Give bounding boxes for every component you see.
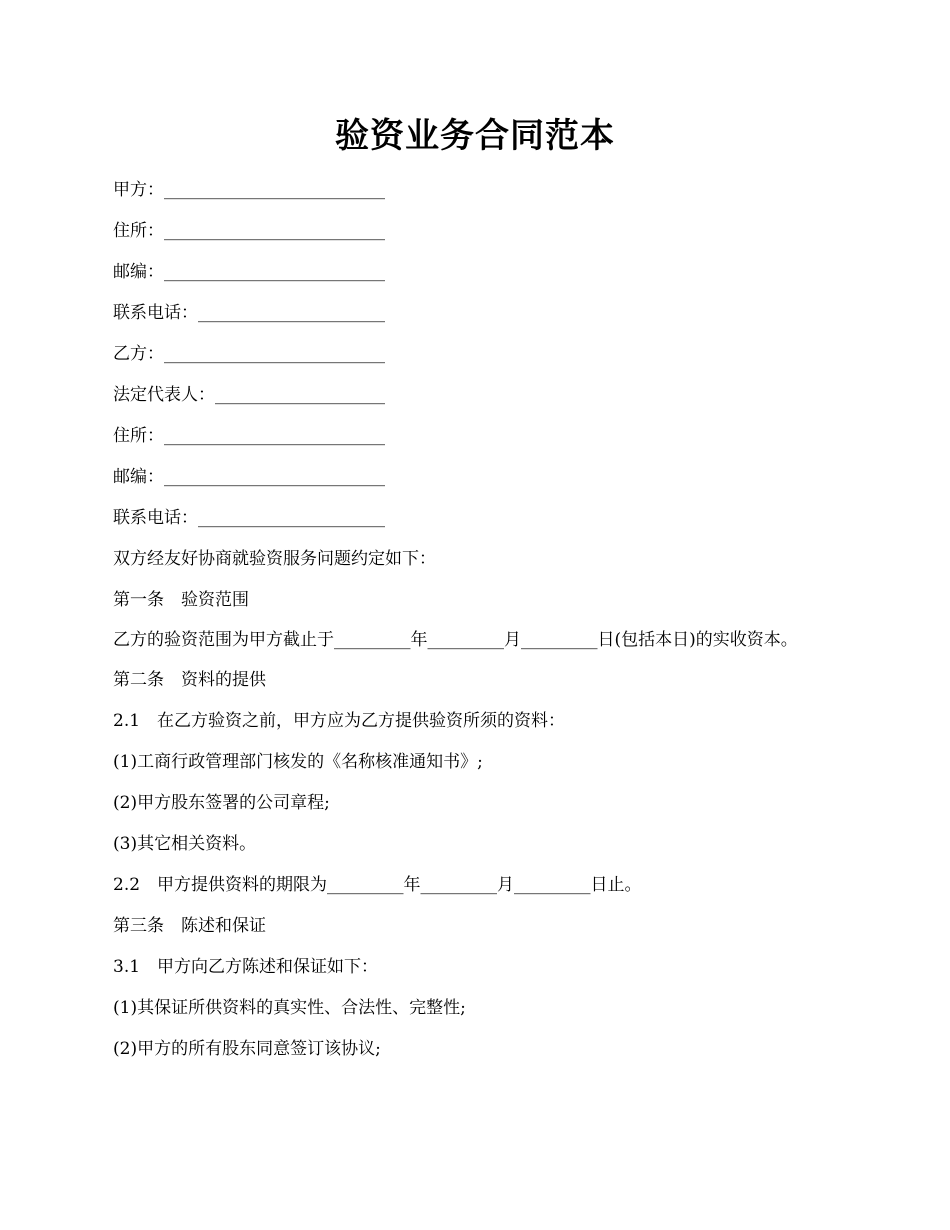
clause-3-1-item-1: (1)其保证所供资料的真实性、合法性、完整性; <box>113 998 466 1018</box>
intro-paragraph: 双方经友好协商就验资服务问题约定如下： <box>113 549 436 569</box>
party-b-legal-rep-field: 法定代表人：____________________ <box>113 385 385 405</box>
party-a-postcode-field: 邮编：__________________________ <box>113 262 385 282</box>
clause-3-1-item-2: (2)甲方的所有股东同意签订该协议; <box>113 1039 381 1059</box>
article-2-heading: 第二条 资料的提供 <box>113 670 266 690</box>
party-b-address-field: 住所：__________________________ <box>113 426 385 446</box>
party-b-phone-field: 联系电话：______________________ <box>113 508 385 528</box>
article-1-body: 乙方的验资范围为甲方截止于_________年_________月_________日(包括本日)的实收资本。 <box>113 630 798 650</box>
clause-3-1: 3.1 甲方向乙方陈述和保证如下： <box>113 957 379 977</box>
clause-2-1: 2.1 在乙方验资之前，甲方应为乙方提供验资所须的资料： <box>113 711 566 731</box>
party-b-postcode-field: 邮编：__________________________ <box>113 467 385 487</box>
clause-2-1-item-2: (2)甲方股东签署的公司章程; <box>113 793 330 813</box>
party-a-phone-field: 联系电话：______________________ <box>113 303 385 323</box>
document-body <box>113 178 828 1078</box>
clause-2-1-item-3: (3)其它相关资料。 <box>113 834 257 854</box>
party-a-field: 甲方：__________________________ <box>113 180 385 200</box>
clause-2-1-item-1: (1)工商行政管理部门核发的《名称核准通知书》; <box>113 752 483 772</box>
clause-2-2: 2.2 甲方提供资料的期限为_________年_________月_________日止。 <box>113 875 642 895</box>
party-b-field: 乙方：__________________________ <box>113 344 385 364</box>
party-a-address-field: 住所：__________________________ <box>113 221 385 241</box>
document-title: 验资业务合同范本 <box>335 116 615 156</box>
article-1-heading: 第一条 验资范围 <box>113 590 249 610</box>
article-3-heading: 第三条 陈述和保证 <box>113 916 266 936</box>
